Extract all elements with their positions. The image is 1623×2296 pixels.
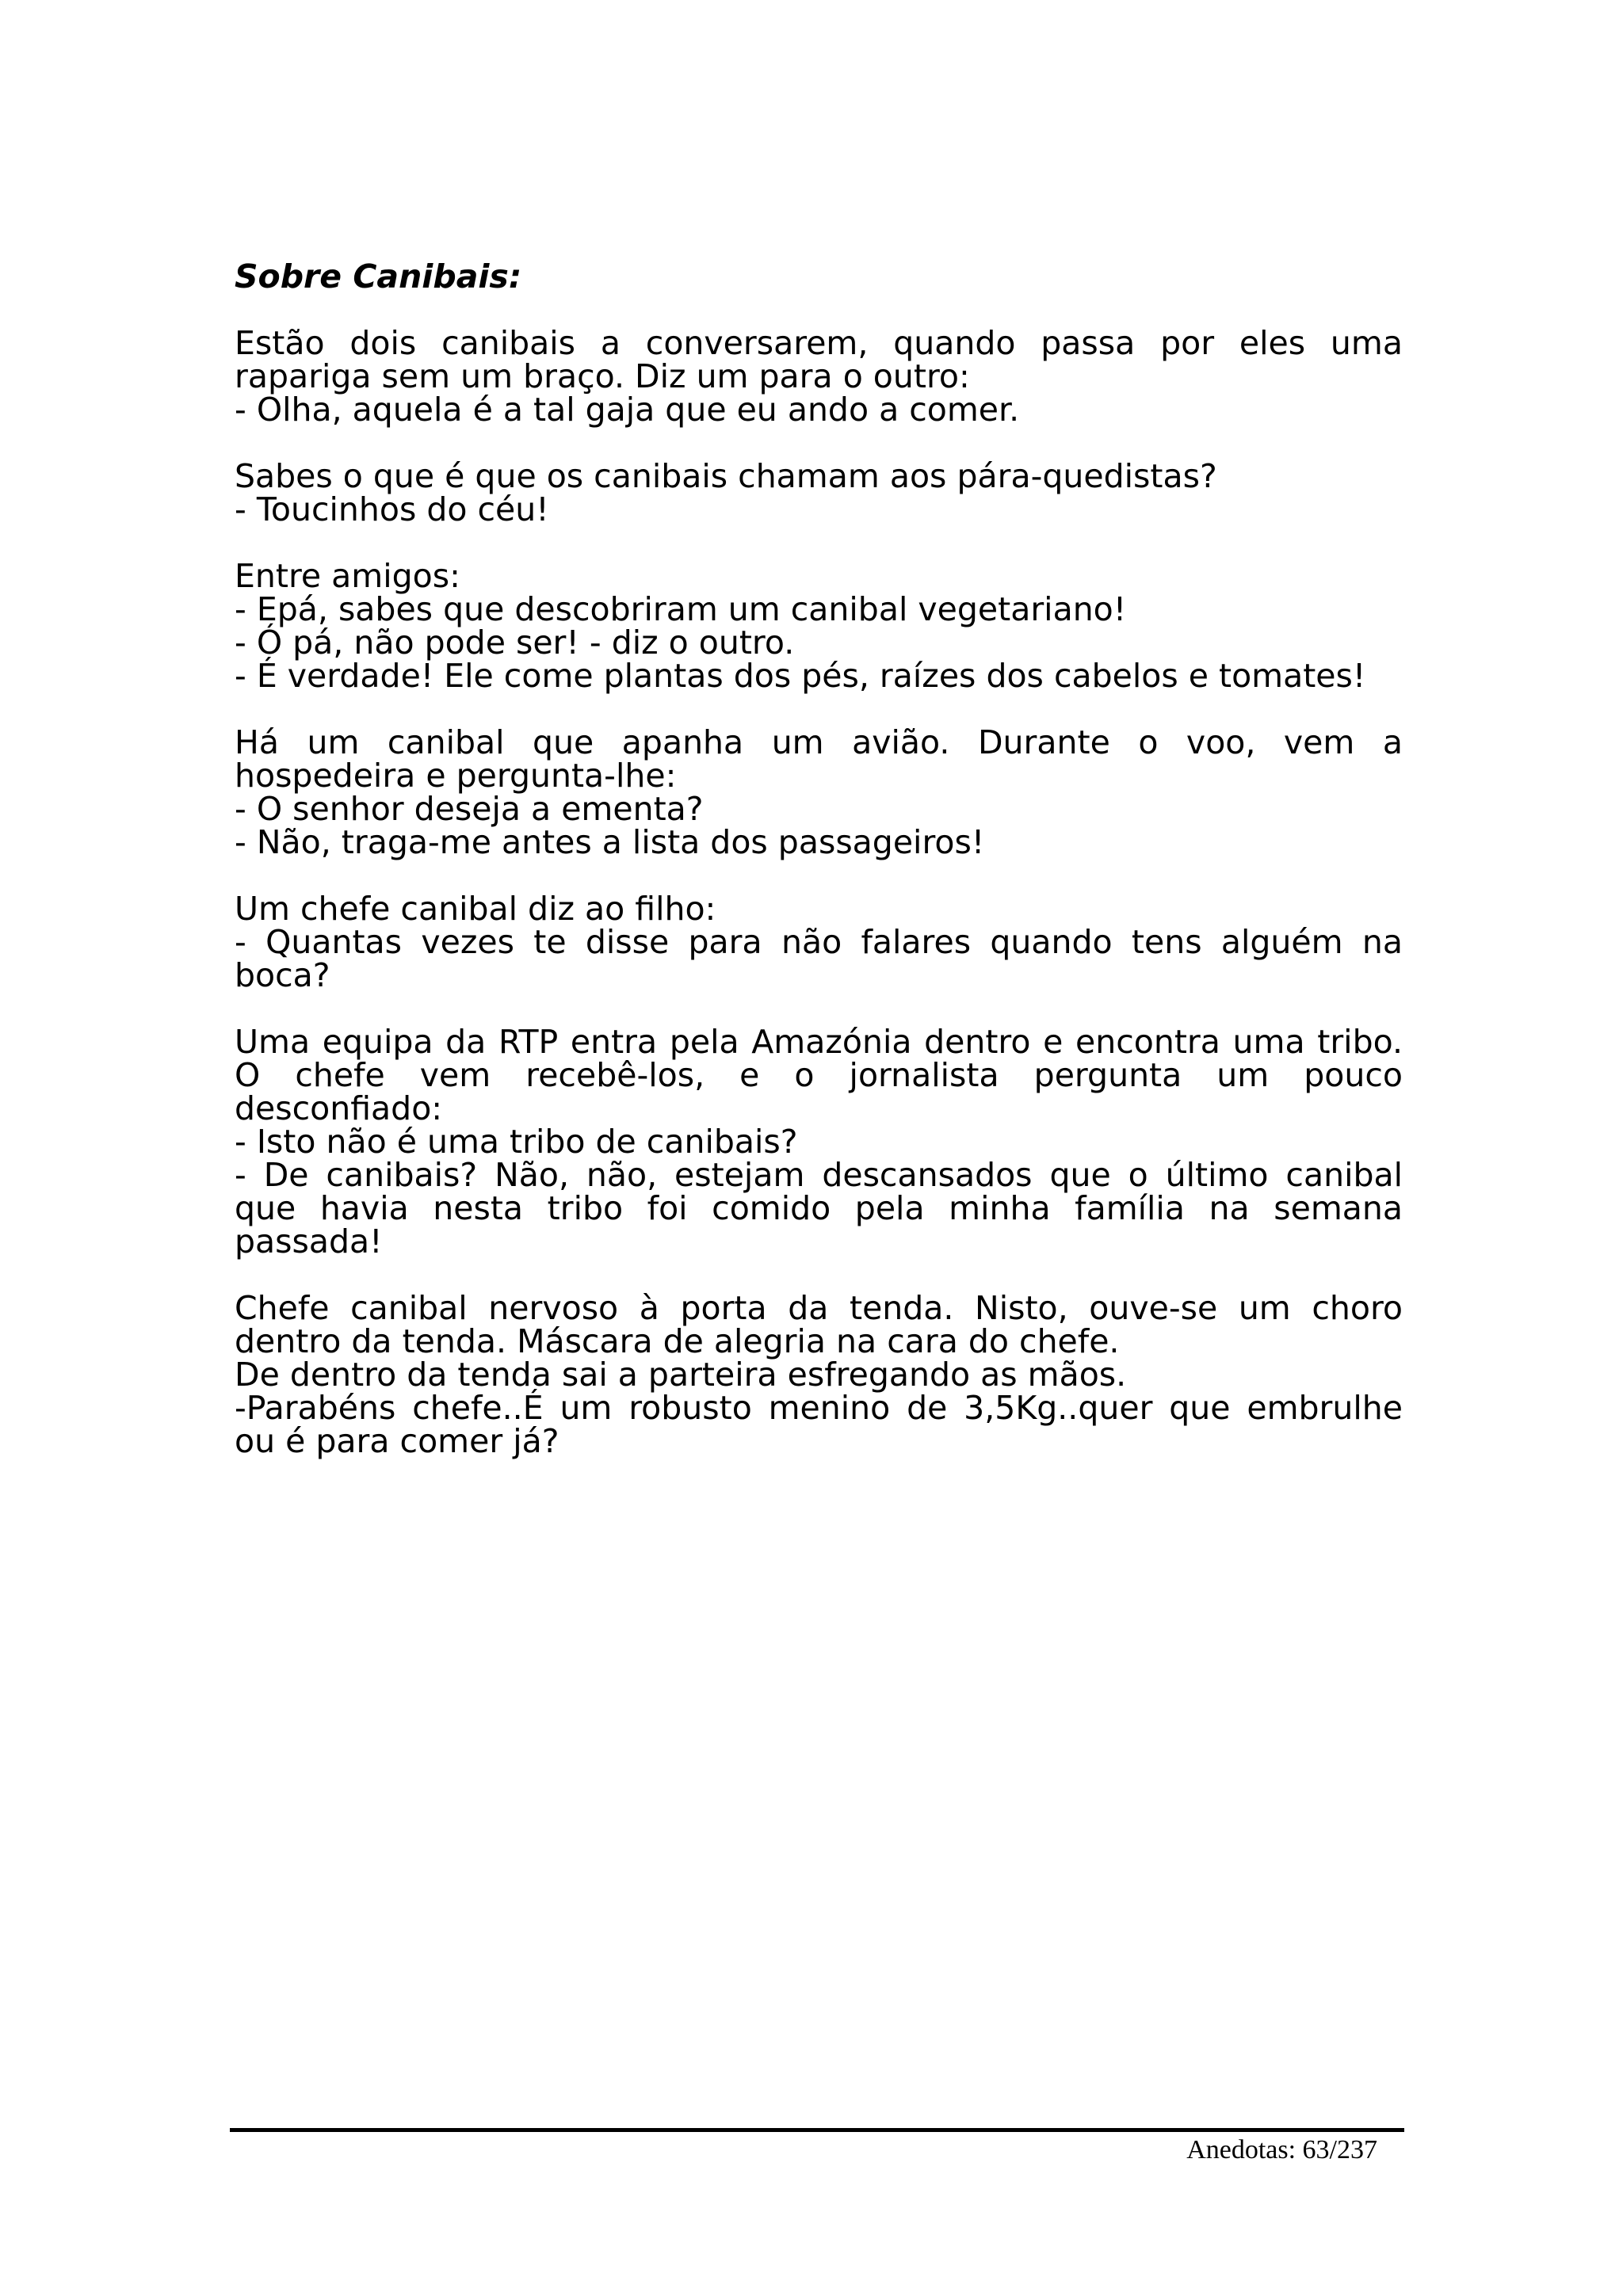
text-line: Há um canibal que apanha um avião. Durante o voo, vem a [235, 723, 1403, 761]
joke-paragraph [235, 1023, 1403, 1261]
text-line: - Epá, sabes que descobriram um canibal vegetariano! [235, 590, 1127, 628]
text-line: ou é para comer já? [235, 1422, 559, 1460]
text-line: boca? [235, 956, 330, 994]
joke-paragraph [235, 1291, 1403, 1458]
text-line: desconfiado: [235, 1089, 443, 1127]
text-line: De dentro da tenda sai a parteira esfregando as mãos. [235, 1356, 1127, 1394]
text-line: que havia nesta tribo foi comido pela minha família na semana [235, 1189, 1403, 1227]
text-line: - É verdade! Ele come plantas dos pés, raízes dos cabelos e tomates! [235, 657, 1366, 695]
text-line: rapariga sem um braço. Diz um para o outro: [235, 357, 970, 395]
text-line: O chefe vem recebê-los, e o jornalista pergunta um pouco [235, 1056, 1403, 1094]
text-line: Estão dois canibais a conversarem, quando passa por eles uma [235, 324, 1403, 362]
text-line: dentro da tenda. Máscara de alegria na cara do chefe. [235, 1322, 1120, 1360]
joke-paragraph [235, 723, 1403, 861]
section-title: Sobre Canibais: [235, 257, 522, 296]
text-line: - Isto não é uma tribo de canibais? [235, 1123, 798, 1161]
text-line: Uma equipa da RTP entra pela Amazónia dentro e encontra uma tribo. [235, 1023, 1403, 1061]
page-content [235, 257, 1403, 1491]
text-line: Um chefe canibal diz ao filho: [235, 890, 716, 928]
text-line: Sabes o que é que os canibais chamam aos pára-quedistas? [235, 457, 1217, 495]
text-line: - Ó pá, não pode ser! - diz o outro. [235, 624, 795, 662]
text-line: - De canibais? Não, não, estejam descansados que o último canibal [235, 1156, 1403, 1194]
text-line: Chefe canibal nervoso à porta da tenda. Nisto, ouve-se um choro [235, 1289, 1403, 1327]
text-line: - Não, traga-me antes a lista dos passageiros! [235, 823, 985, 861]
joke-paragraph [235, 892, 1403, 992]
joke-paragraph [235, 324, 1403, 429]
text-line: -Parabéns chefe..É um robusto menino de 3,5Kg..quer que embrulhe [235, 1389, 1403, 1427]
joke-paragraph [235, 557, 1403, 695]
text-line: - Toucinhos do céu! [235, 490, 549, 528]
text-line: hospedeira e pergunta-lhe: [235, 757, 677, 795]
page-number: Anedotas: 63/237 [1186, 2135, 1377, 2164]
text-line: passada! [235, 1222, 383, 1261]
text-line: - O senhor deseja a ementa? [235, 790, 704, 828]
text-line: - Olha, aquela é a tal gaja que eu ando a comer. [235, 391, 1020, 429]
joke-paragraph [235, 457, 1403, 528]
text-line: - Quantas vezes te disse para não falares quando tens alguém na [235, 923, 1403, 961]
footer-divider [230, 2128, 1404, 2132]
text-line: Entre amigos: [235, 557, 460, 595]
